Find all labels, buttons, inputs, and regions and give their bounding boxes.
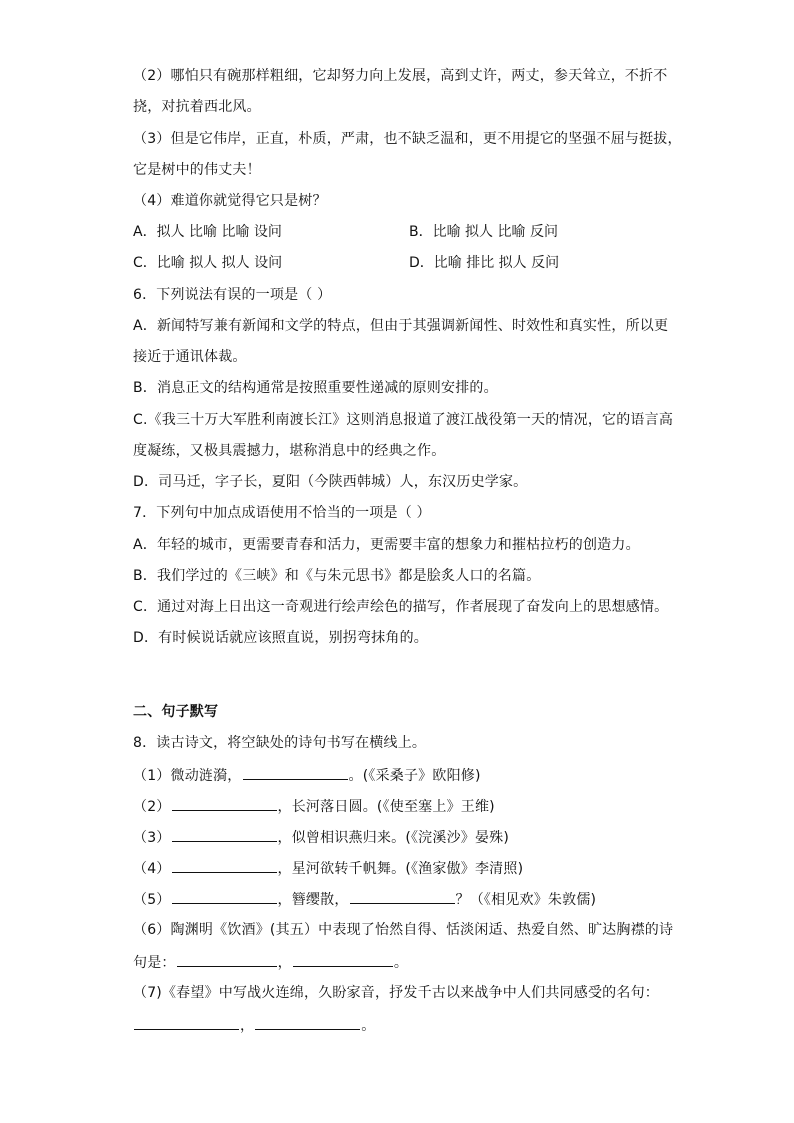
q8-item5-source: ？（《相见欢》朱敦儒) (455, 892, 597, 908)
q7-option-b: B．我们学过的《三峡》和《与朱元思书》都是脍炙人口的名篇。 (133, 568, 541, 584)
q8-item2 (133, 795, 495, 817)
q8-item3-prefix: （3） (133, 830, 171, 846)
q8-item4 (133, 857, 523, 879)
answer-blank[interactable] (177, 951, 277, 967)
q5-item2-line2: 挠，对抗着西北风。 (133, 99, 261, 115)
q5-item3-line2: 它是树中的伟丈夫！ (133, 162, 261, 178)
q8-item6-line2 (133, 951, 408, 973)
answer-blank[interactable] (172, 795, 277, 811)
q6-option-a-line2: 接近于通讯体裁。 (133, 349, 247, 365)
q5-item3-line1: （3）但是它伟岸，正直，朴质，严肃，也不缺乏温和，更不用提它的坚强不屈与挺拔， (133, 131, 682, 147)
q8-item1-source: 。(《采桑子》欧阳修) (348, 768, 481, 784)
q8-item2-prefix: （2） (133, 799, 171, 815)
period: 。 (361, 1018, 376, 1034)
q7-option-c: C．通过对海上日出这一奇观进行绘声绘色的描写，作者展现了奋发向上的思想感情。 (133, 599, 669, 615)
answer-blank[interactable] (255, 1014, 360, 1030)
q8-item5-prefix: （5） (133, 892, 171, 908)
q5-option-a: A．拟人 比喻 比喻 设问 (133, 224, 282, 240)
q6-option-c-line2: 度凝练，又极具震撼力，堪称消息中的经典之作。 (133, 443, 446, 459)
answer-blank[interactable] (350, 888, 455, 904)
period: 。 (393, 955, 409, 971)
q8-item3 (133, 826, 509, 848)
comma: ， (277, 955, 292, 971)
q5-option-b: B．比喻 拟人 比喻 反问 (409, 224, 558, 240)
section-heading: 二、句子默写 (133, 704, 219, 720)
q8-item6-line1: （6）陶渊明《饮酒》(其五）中表现了怡然自得、恬淡闲适、热爱自然、旷达胸襟的诗 (133, 922, 674, 938)
q8-item4-source: ，星河欲转千帆舞。(《渔家傲》李清照) (277, 861, 524, 877)
q7-option-a: A．年轻的城市，更需要青春和活力，更需要丰富的想象力和摧枯拉朽的创造力。 (133, 537, 640, 553)
q5-option-d: D．比喻 排比 拟人 反问 (409, 255, 560, 271)
q6-option-a-line1: A．新闻特写兼有新闻和文学的特点，但由于其强调新闻性、时效性和真实性，所以更 (133, 318, 669, 334)
q6-stem: 6．下列说法有误的一项是（ ） (133, 287, 332, 303)
q6-option-b: B．消息正文的结构通常是按照重要性递减的原则安排的。 (133, 380, 498, 396)
answer-blank[interactable] (134, 1014, 239, 1030)
q5-item4: （4）难道你就觉得它只是树？ (133, 193, 327, 209)
answer-blank[interactable] (172, 826, 277, 842)
q7-stem: 7．下列句中加点成语使用不恰当的一项是（ ） (133, 505, 431, 521)
q6-option-c-line1: C.《我三十万大军胜利南渡长江》这则消息报道了渡江战役第一天的情况，它的语言高 (133, 412, 674, 428)
q8-item1 (133, 764, 481, 786)
q8-item6-prefix: 句是： (133, 955, 176, 971)
q5-item2-line1: （2）哪怕只有碗那样粗细，它却努力向上发展，高到丈许，两丈，参天耸立，不折不 (133, 68, 668, 84)
q8-item4-prefix: （4） (133, 861, 171, 877)
answer-blank[interactable] (243, 764, 348, 780)
q8-stem: 8．读古诗文，将空缺处的诗句书写在横线上。 (133, 735, 427, 751)
comma: ， (240, 1018, 255, 1034)
q8-item5 (133, 888, 596, 910)
q8-item7-line1: （7)《春望》中写战火连绵，久盼家音，抒发千古以来战争中人们共同感受的名句： (133, 985, 659, 1001)
answer-blank[interactable] (172, 888, 277, 904)
q8-item1-prefix: （1）微动涟漪， (133, 768, 242, 784)
q8-item7-line2 (133, 1014, 375, 1036)
q8-item5-middle: ，簪缨散， (277, 892, 349, 908)
q6-option-d: D．司马迁，字子长，夏阳（今陕西韩城）人，东汉历史学家。 (133, 474, 528, 490)
q7-option-d: D．有时候说话就应该照直说，别拐弯抹角的。 (133, 630, 428, 646)
answer-blank[interactable] (293, 951, 393, 967)
q8-item2-source: ，长河落日圆。(《使至塞上》王维) (277, 799, 495, 815)
q5-option-c: C．比喻 拟人 拟人 设问 (133, 255, 283, 271)
q8-item3-source: ，似曾相识燕归来。(《浣溪沙》晏殊) (277, 830, 510, 846)
answer-blank[interactable] (172, 857, 277, 873)
